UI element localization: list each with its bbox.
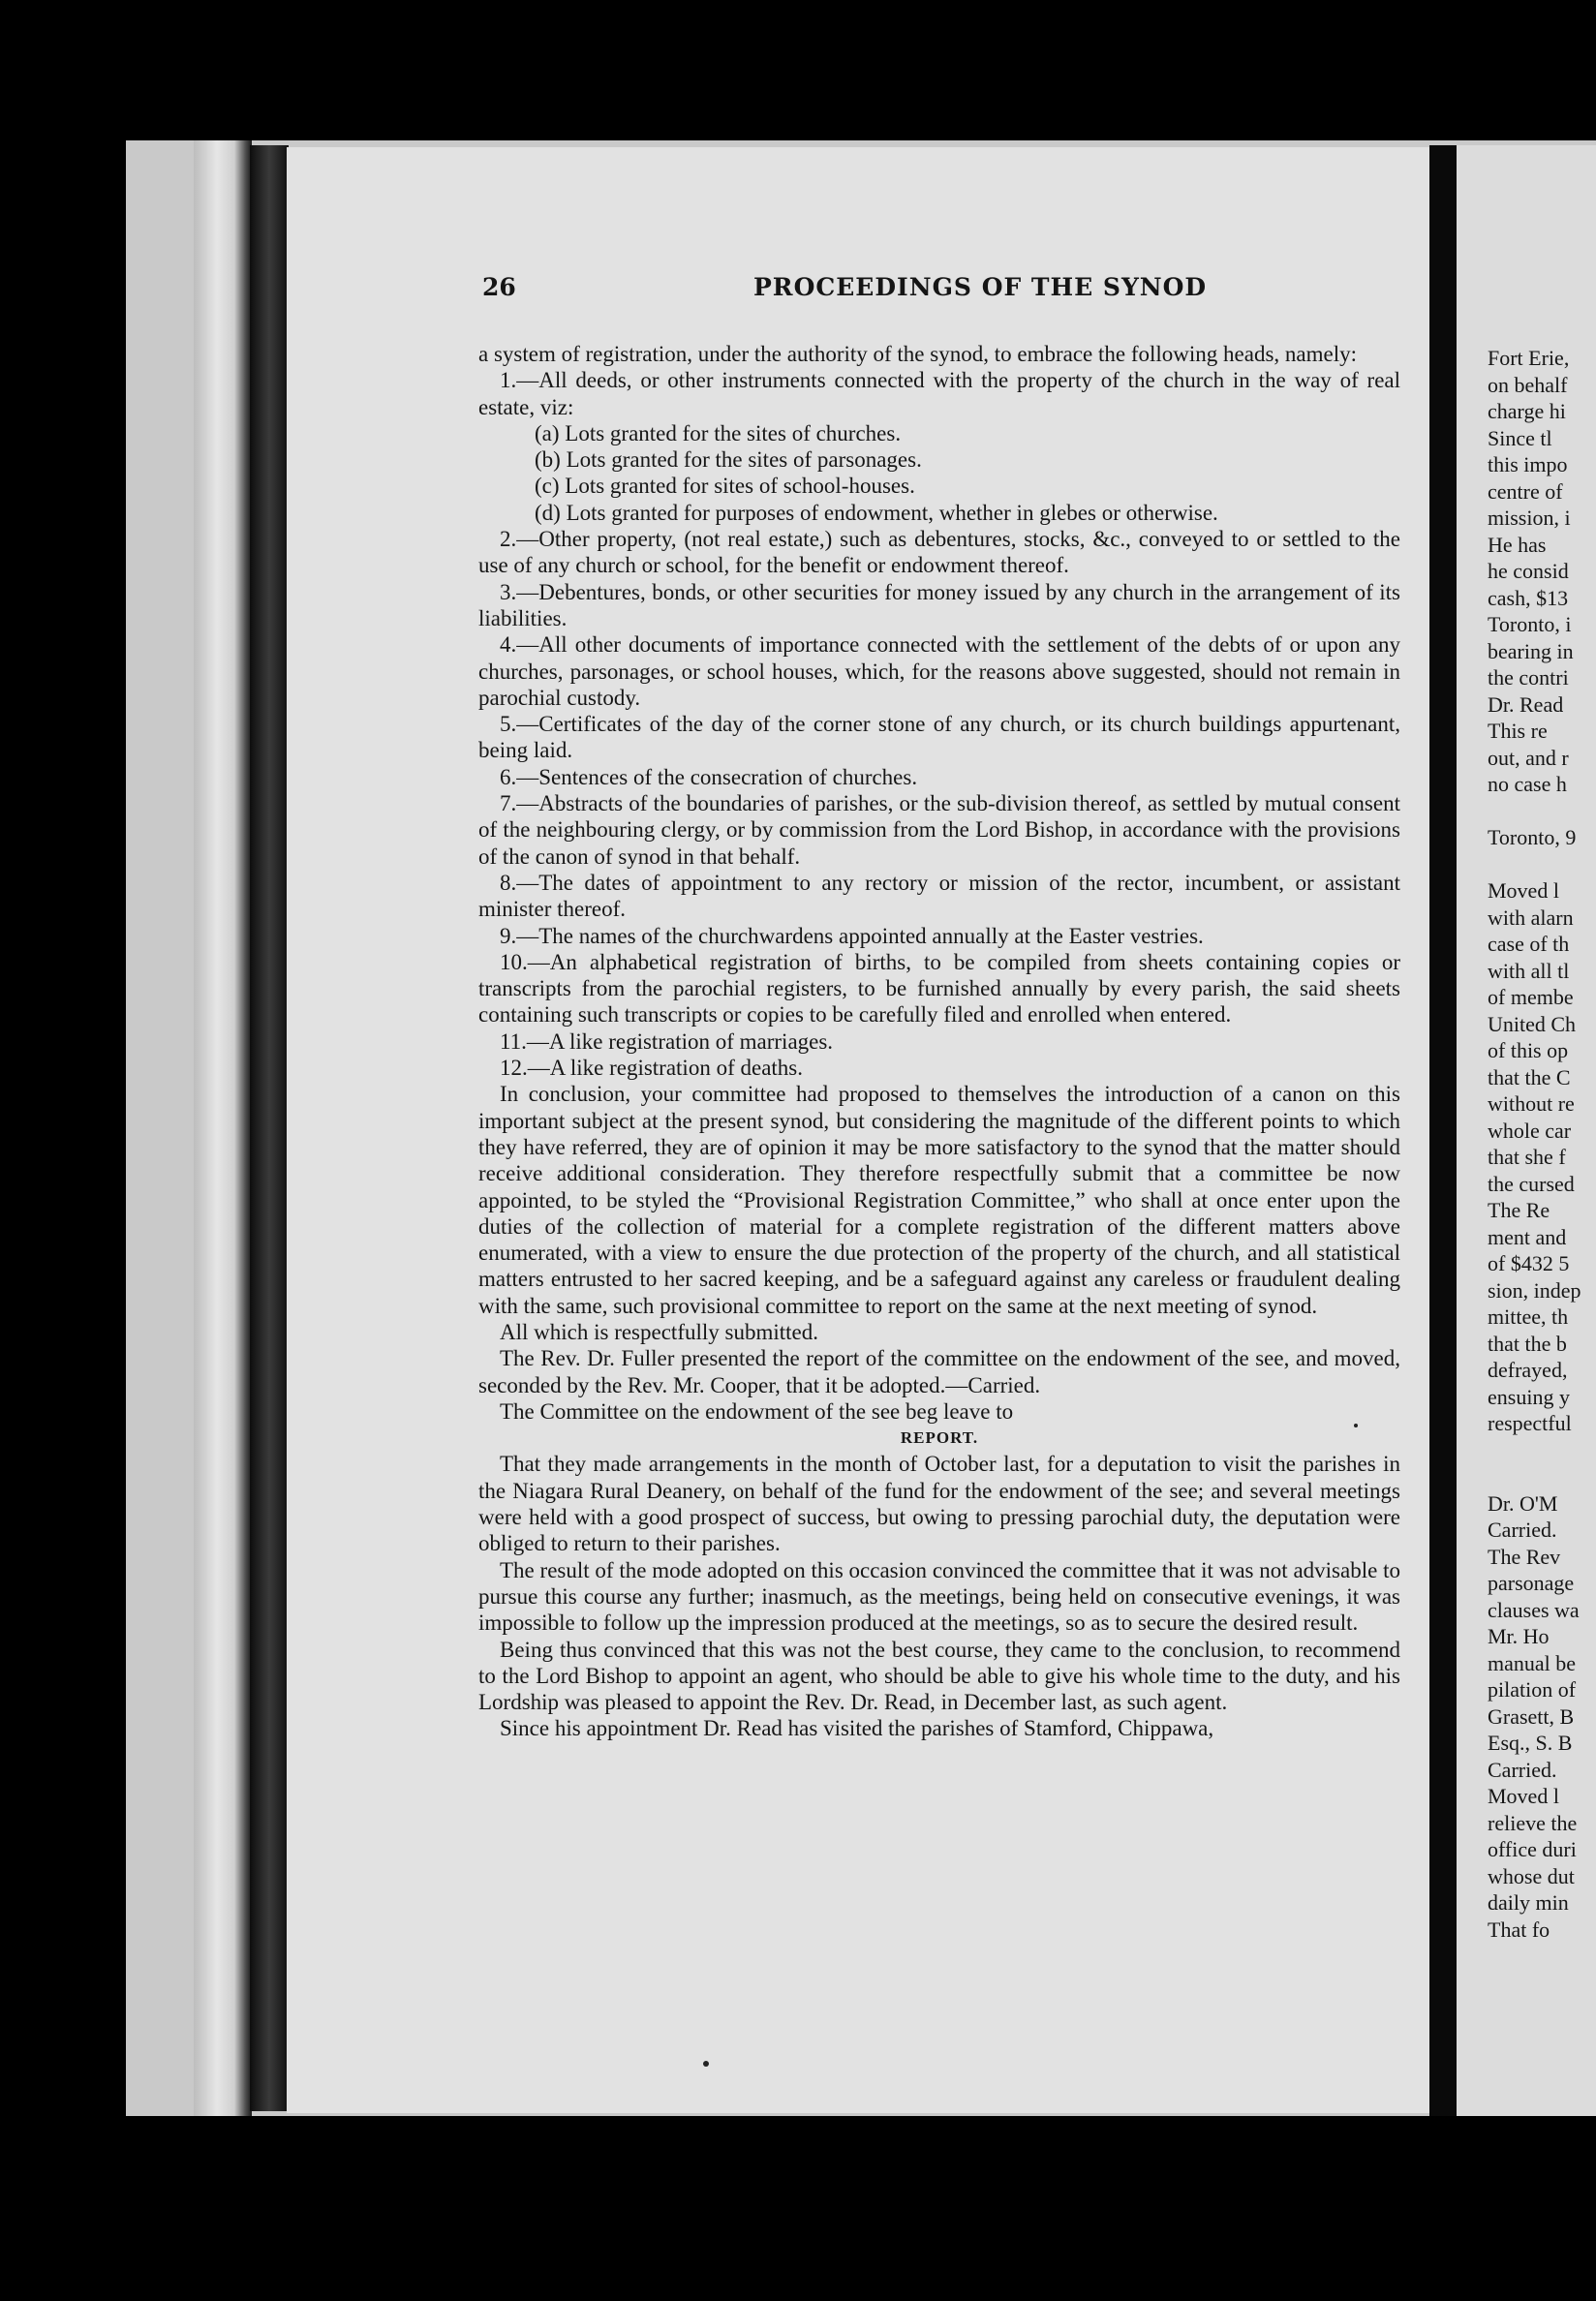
- adjacent-page-line: of this op: [1488, 1038, 1569, 1062]
- running-head: PROCEEDINGS OF THE SYNOD: [753, 273, 1208, 301]
- page-edges: [194, 140, 252, 2116]
- adjacent-page-line: without re: [1488, 1091, 1575, 1116]
- adjacent-page-line: relieve the: [1488, 1810, 1578, 1835]
- adjacent-page-line: United Ch: [1488, 1011, 1577, 1036]
- adjacent-page-line: bearing in: [1488, 638, 1574, 663]
- adjacent-page-line: office duri: [1488, 1837, 1577, 1861]
- body-paragraph: The result of the mode adopted on this occasion convinced the committee that it was not advisable to pursue this course any further; inasmuch, as the meetings, being held on consecutive evenings, it was impossible to follow up the impression produced at the meetings, so as to secure the desired result.: [478, 1557, 1400, 1636]
- adjacent-page-line: Dr. Read: [1488, 691, 1564, 717]
- body-paragraph: 9.—The names of the churchwardens appointed annually at the Easter vestries.: [500, 923, 1204, 948]
- adjacent-page-line: [1488, 851, 1596, 878]
- book-gutter: [1429, 145, 1457, 2116]
- body-text: [478, 341, 1400, 1742]
- adjacent-page-line: defrayed,: [1488, 1358, 1568, 1382]
- adjacent-page-line: Moved l: [1488, 878, 1559, 903]
- ink-speck: [703, 2061, 709, 2067]
- body-paragraph: 3.—Debentures, bonds, or other securities for money issued by any church in the arrangement of its liabilities.: [478, 579, 1400, 630]
- adjacent-page-line: Toronto, i: [1488, 612, 1572, 636]
- adjacent-page-line: Esq., S. B: [1488, 1731, 1573, 1755]
- adjacent-page-line: with alarn: [1488, 905, 1574, 930]
- adjacent-page-line: The Rev: [1488, 1544, 1561, 1569]
- body-paragraph: (d) Lots granted for purposes of endowment, whether in glebes or otherwise.: [535, 500, 1218, 525]
- body-paragraph: Being thus convinced that this was not the best course, they came to the conclusion, to recommend to the Lord Bishop to appoint an agent, who should be able to give his whole time to the duty, and his Lordship was pleased to appoint the Rev. Dr. Read, in December last, as such agent.: [478, 1637, 1400, 1715]
- adjacent-page-line: of membe: [1488, 985, 1574, 1009]
- adjacent-page-line: cash, $13: [1488, 585, 1569, 610]
- page-number: 26: [482, 273, 516, 301]
- adjacent-page-line: respectful: [1488, 1411, 1572, 1435]
- body-paragraph: 5.—Certificates of the day of the corner stone of any church, or its church buildings appurtenant, being laid.: [478, 712, 1400, 763]
- body-paragraph: That they made arrangements in the month of October last, for a deputation to visit the parishes in the Niagara Rural Deanery, on behalf of the fund for the endowment of the see; and several meetings were held with a good prospect of success, but owing to pressing parochial duty, the deputation were obliged to return to their parishes.: [478, 1452, 1400, 1556]
- adjacent-page-line: Since tl: [1488, 425, 1552, 450]
- ink-speck: [1354, 1424, 1358, 1427]
- adjacent-page-line: ensuing y: [1488, 1384, 1570, 1409]
- adjacent-page-line: centre of: [1488, 478, 1563, 504]
- adjacent-page-line: The Re: [1488, 1198, 1550, 1222]
- adjacent-page-line: He has: [1488, 532, 1547, 557]
- adjacent-page-line: That fo: [1488, 1917, 1550, 1942]
- body-paragraph: 1.—All deeds, or other instruments connected with the property of the church in the way of real estate, viz:: [478, 368, 1400, 419]
- adjacent-page-line: with all tl: [1488, 958, 1570, 983]
- adjacent-page-line: Carried.: [1488, 1518, 1557, 1542]
- body-paragraph: In conclusion, your committee had proposed to themselves the introduction of a canon on this important subject at the present synod, but considering the magnitude of the different points to which they have referred, they are of opinion it may be more satisfactory to the synod that the matter should receive additional consideration. They therefore respectfully submit that a committee be now appointed, to be styled the “Provisional Registration Committee,” who shall at once enter upon the duties of the collection of material for a complete registration of the different matters above enumerated, with a view to ensure the due protection of the property of the church, and all statistical matters entrusted to her sacred keeping, and be a safeguard against any careless or fraudulent dealing with the same, such provisional committee to report on the same at the next meeting of synod.: [478, 1082, 1400, 1318]
- adjacent-page-line: mission, i: [1488, 506, 1571, 530]
- body-paragraph: 6.—Sentences of the consecration of churches.: [500, 764, 918, 789]
- adjacent-page-line: clauses wa: [1488, 1597, 1580, 1622]
- adjacent-page-line: mittee, th: [1488, 1304, 1569, 1329]
- adjacent-page-line: this impo: [1488, 452, 1568, 476]
- adjacent-page-line: that the b: [1488, 1331, 1567, 1356]
- body-paragraph: 10.—An alphabetical registration of births, to be compiled from sheets containing copies or transcripts from the parochial registers, to be furnished annually by every parish, the said sheets containing such transcripts or copies to be carefully filed and enrolled when entered.: [478, 949, 1400, 1028]
- adjacent-page-line: whole car: [1488, 1118, 1572, 1143]
- adjacent-page-line: [1488, 1437, 1596, 1464]
- body-paragraph: The Committee on the endowment of the see beg leave to: [500, 1398, 1014, 1424]
- adjacent-page-line: daily min: [1488, 1890, 1569, 1915]
- report-heading: REPORT.: [900, 1428, 979, 1448]
- adjacent-page-line: the contri: [1488, 665, 1569, 690]
- body-paragraph: 2.—Other property, (not real estate,) such as debentures, stocks, &c., conveyed to or settled to the use of any church or school, for the benefit or endowment thereof.: [478, 527, 1400, 578]
- adjacent-page-text: [1488, 345, 1596, 1943]
- adjacent-page-line: on behalf: [1488, 372, 1568, 397]
- adjacent-page-line: that she f: [1488, 1145, 1566, 1169]
- adjacent-page-line: he consid: [1488, 559, 1569, 583]
- body-paragraph: The Rev. Dr. Fuller presented the report of the committee on the endowment of the see, and moved, seconded by the Rev. Mr. Cooper, that it be adopted.—Carried.: [478, 1346, 1400, 1397]
- adjacent-page-line: whose dut: [1488, 1863, 1575, 1888]
- body-paragraph: Since his appointment Dr. Read has visited the parishes of Stamford, Chippawa,: [500, 1716, 1214, 1741]
- adjacent-page-line: that the C: [1488, 1064, 1571, 1089]
- body-paragraph: 12.—A like registration of deaths.: [500, 1056, 803, 1081]
- adjacent-page-line: Grasett, B: [1488, 1703, 1575, 1729]
- book-spine: [250, 145, 289, 2111]
- body-paragraph: 7.—Abstracts of the boundaries of parishes, or the sub-division thereof, as settled by mutual consent of the neighbouring clergy, or by commission from the Lord Bishop, in accordance with the provisions of the canon of synod in that behalf.: [478, 791, 1400, 869]
- body-paragraph: 11.—A like registration of marriages.: [500, 1028, 834, 1054]
- adjacent-page-line: Moved l: [1488, 1784, 1559, 1808]
- adjacent-page-line: Carried.: [1488, 1757, 1557, 1782]
- adjacent-page-line: This re: [1488, 719, 1548, 743]
- adjacent-page-line: case of th: [1488, 932, 1570, 956]
- adjacent-page-line: Mr. Ho: [1488, 1624, 1550, 1648]
- body-paragraph: (c) Lots granted for sites of school-houses.: [535, 474, 915, 499]
- adjacent-page-line: manual be: [1488, 1650, 1577, 1675]
- adjacent-page-line: Dr. O'M: [1488, 1490, 1558, 1516]
- adjacent-page-line: [1488, 798, 1596, 825]
- adjacent-page-line: sion, indep: [1488, 1277, 1581, 1303]
- adjacent-page-line: pilation of: [1488, 1677, 1577, 1702]
- adjacent-page-line: Toronto, 9: [1488, 825, 1577, 849]
- adjacent-page-line: of $432 5: [1488, 1251, 1570, 1275]
- body-paragraph: 4.—All other documents of importance connected with the settlement of the debts of or upon any churches, parsonages, or school houses, which, for the reasons above suggested, should not remain in parochial custody.: [478, 632, 1400, 710]
- adjacent-page-line: [1488, 1463, 1596, 1490]
- adjacent-page-line: charge hi: [1488, 399, 1566, 423]
- adjacent-page-line: parsonage: [1488, 1571, 1575, 1595]
- adjacent-page-line: out, and r: [1488, 745, 1569, 770]
- body-paragraph: All which is respectfully submitted.: [500, 1319, 818, 1344]
- adjacent-page-line: Fort Erie,: [1488, 346, 1570, 370]
- adjacent-page-line: the cursed: [1488, 1171, 1575, 1196]
- body-paragraph: (a) Lots granted for the sites of churches.: [535, 420, 902, 445]
- adjacent-page-line: ment and: [1488, 1224, 1567, 1249]
- body-paragraph: (b) Lots granted for the sites of parsonages.: [535, 447, 922, 473]
- adjacent-page-line: no case h: [1488, 772, 1567, 796]
- body-paragraph: 8.—The dates of appointment to any rectory or mission of the rector, incumbent, or assistant minister thereof.: [478, 870, 1400, 922]
- page-header: [482, 273, 1402, 312]
- body-paragraph: a system of registration, under the authority of the synod, to embrace the following heads, namely:: [478, 342, 1357, 366]
